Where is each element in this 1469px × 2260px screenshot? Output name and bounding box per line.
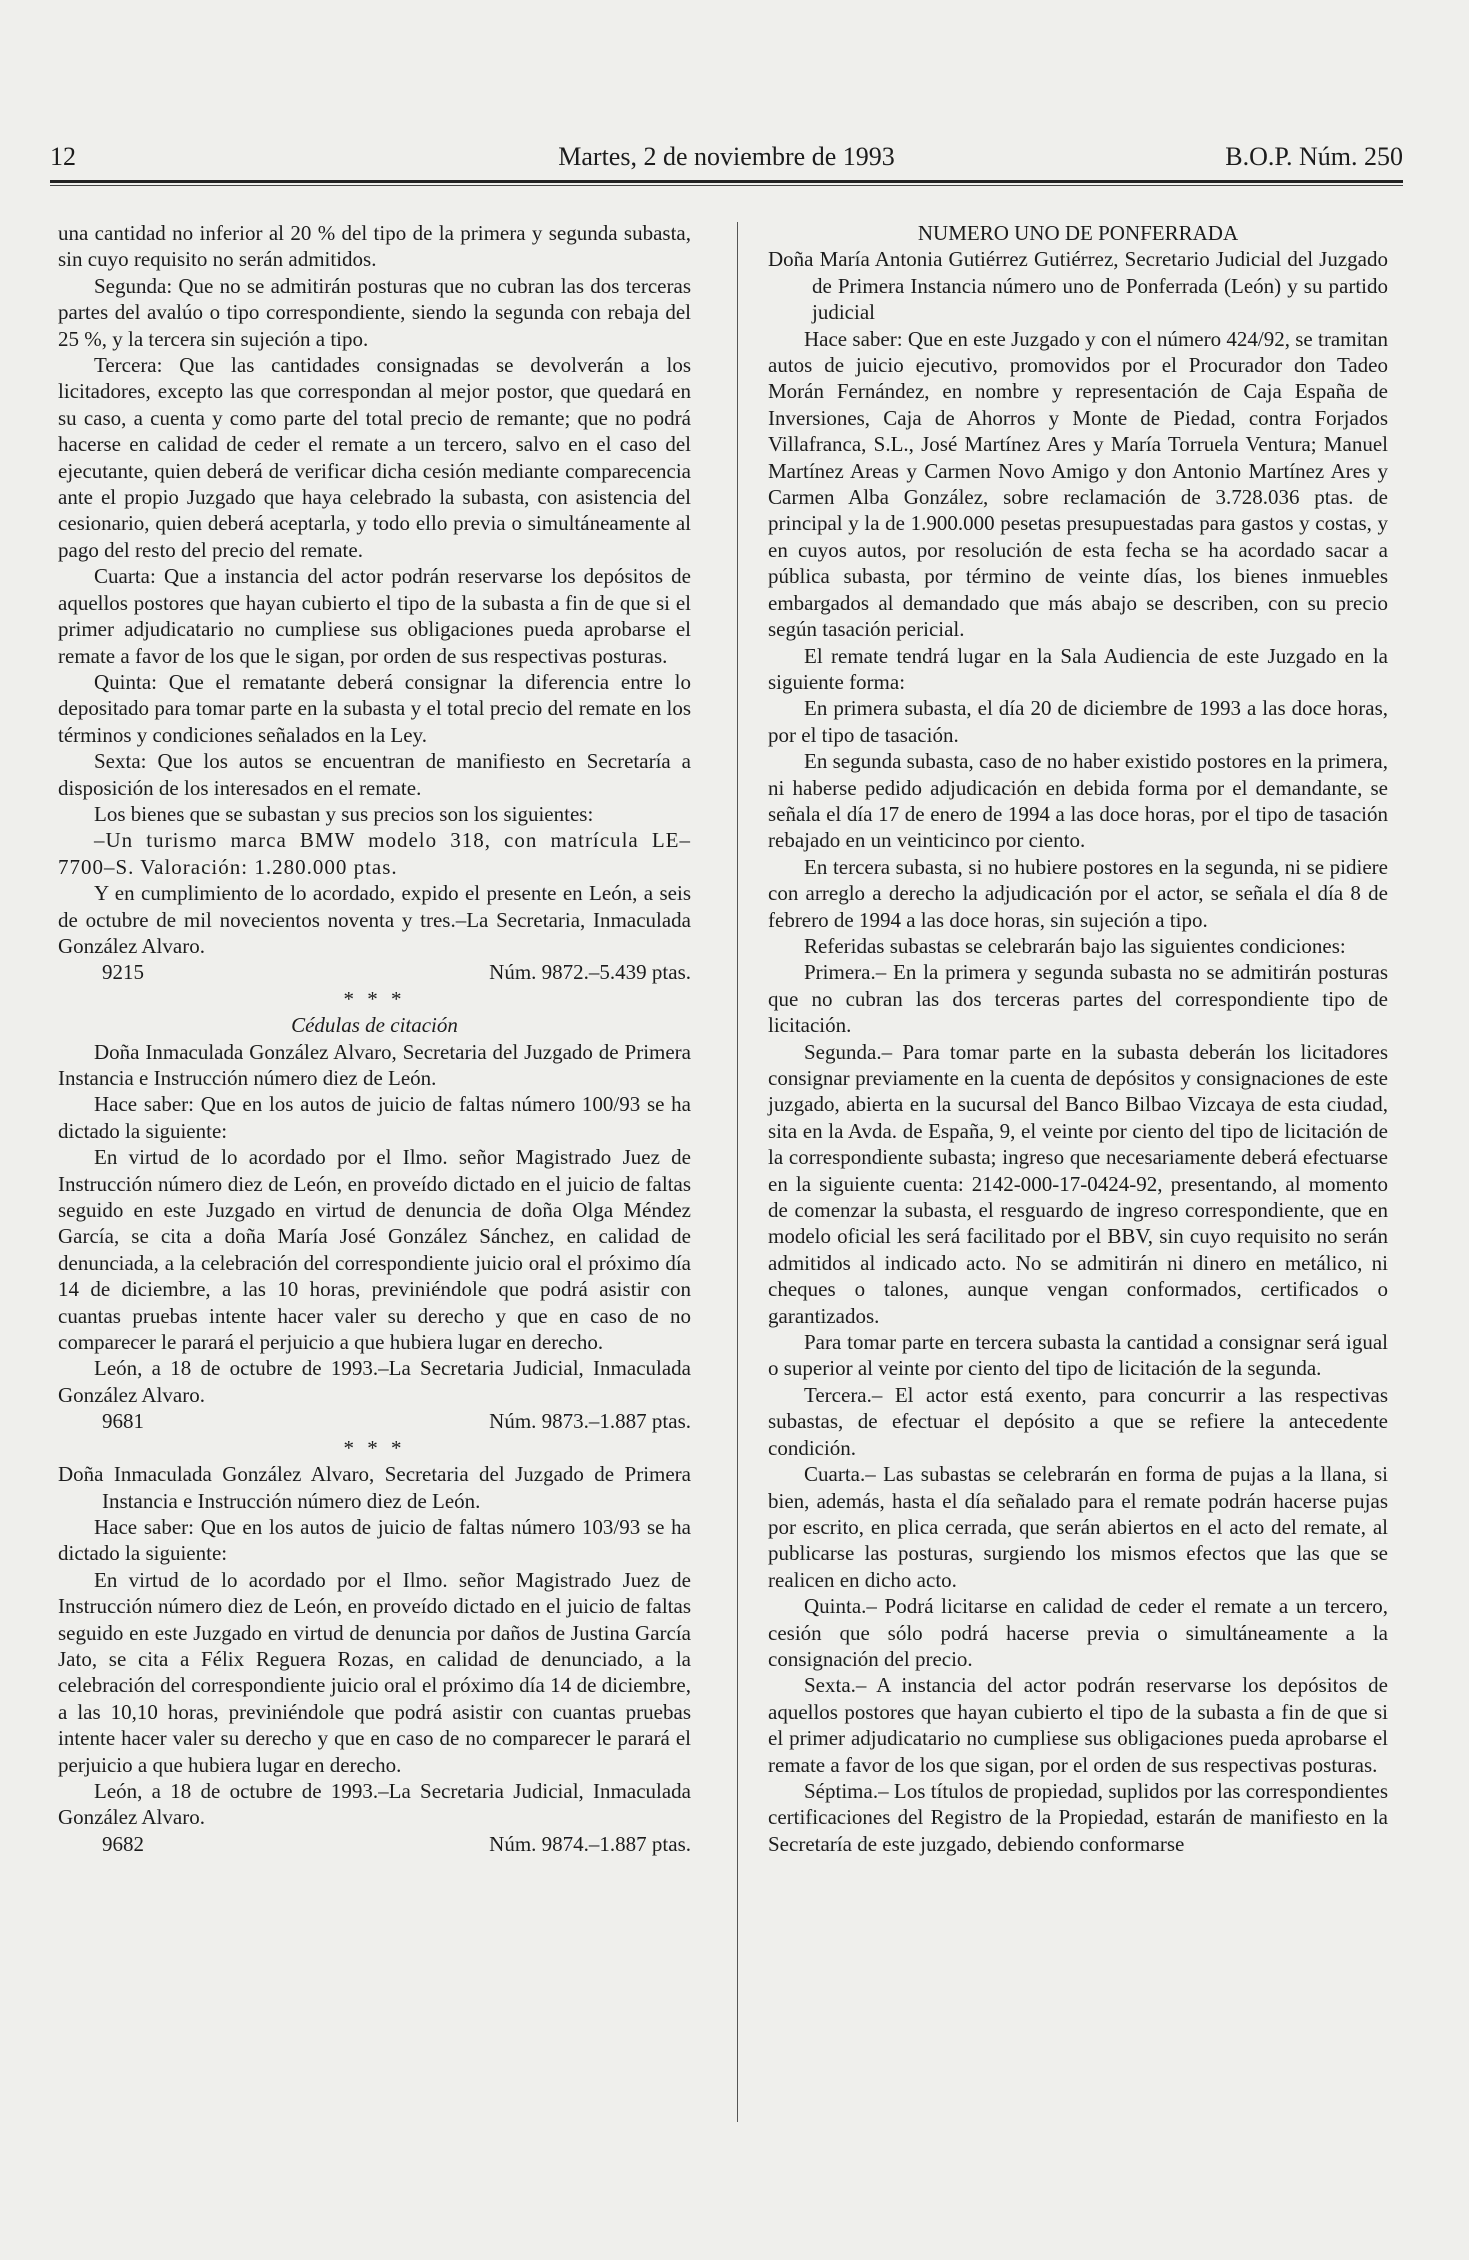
paragraph: Doña María Antonia Gutiérrez Gutiérrez, Secretario Judicial del Juzgado de Primera Instancia número uno de Ponferrada (León) y su partido judicial xyxy=(768,247,1388,325)
paragraph: León, a 18 de octubre de 1993.–La Secretaria Judicial, Inmaculada González Alvaro. xyxy=(58,1778,691,1830)
paragraph: León, a 18 de octubre de 1993.–La Secretaria Judicial, Inmaculada González Alvaro. xyxy=(58,1356,691,1407)
paragraph: Doña Inmaculada González Alvaro, Secretaria del Juzgado de Primera Instancia e Instrucción número diez de León. xyxy=(58,1039,691,1090)
paragraph: Quinta.– Podrá licitarse en calidad de ceder el remate a un tercero, cesión que sólo podrá hacerse previa o simultáneamente a la consignación del precio. xyxy=(768,1594,1388,1671)
notice-number-line xyxy=(58,1831,691,1857)
paragraph: En primera subasta, el día 20 de diciembre de 1993 a las doce horas, por el tipo de tasación. xyxy=(768,696,1388,747)
separator-stars: * * * xyxy=(343,986,406,1011)
header-date: Martes, 2 de noviembre de 1993 xyxy=(558,142,895,171)
paragraph: Los bienes que se subastan y sus precios son los siguientes: xyxy=(94,801,594,826)
paragraph: –Un turismo marca BMW modelo 318, con matrícula LE–7700–S. Valoración: 1.280.000 ptas. xyxy=(58,828,691,879)
paragraph: En segunda subasta, caso de no haber existido postores en la primera, ni haberse pedido adjudicación en debida forma por el demandante, se señala el día 17 de enero de 1994 a las doce horas, por el tipo de tasación rebajado en un veinticinco por ciento. xyxy=(768,749,1388,853)
notice-ref: 9681 xyxy=(102,1409,144,1434)
header-rule-thin xyxy=(50,185,1403,186)
paragraph: En virtud de lo acordado por el Ilmo. señor Magistrado Juez de Instrucción número diez de León, en proveído dictado en el juicio de faltas seguido en este Juzgado en virtud de denuncia por daños de Justina García Jato, se cita a Félix Reguera Rozas, en calidad de denunciado, a la celebración del correspondiente juicio oral el próximo día 14 de diciembre, a las 10,10 horas, previniéndole que podrá asistir con cuantas pruebas intente hacer valer su derecho y que en caso de no comparecer le parará el perjuicio a que hubiera lugar en derecho. xyxy=(58,1567,691,1777)
notice-number-line xyxy=(58,1408,691,1434)
left-column xyxy=(58,220,691,1857)
section-title: NUMERO UNO DE PONFERRADA xyxy=(917,221,1239,245)
paragraph: Y en cumplimiento de lo acordado, expido el presente en León, a seis de octubre de mil novecientos noventa y tres.–La Secretaria, Inmaculada González Alvaro. xyxy=(58,881,691,958)
separator-stars: * * * xyxy=(343,1435,406,1460)
paragraph: Tercera.– El actor está exento, para concurrir a las respectivas subastas, de efectuar el depósito a que se refiere la antecedente condición. xyxy=(768,1382,1388,1460)
page-header xyxy=(50,142,1403,182)
notice-ref: 9215 xyxy=(102,960,144,985)
paragraph: Segunda: Que no se admitirán posturas que no cubran las dos terceras partes del avalúo o tipo correspondiente, siendo la segunda con rebaja del 25 %, y la tercera sin sujeción a tipo. xyxy=(58,273,691,351)
notice-number: Núm. 9873.–1.887 ptas. xyxy=(489,1409,691,1434)
notice-number: Núm. 9872.–5.439 ptas. xyxy=(489,960,691,985)
paragraph: Segunda.– Para tomar parte en la subasta deberán los licitadores consignar previamente en la cuenta de depósitos y consignaciones de este juzgado, abierta en la sucursal del Banco Bilbao Vizcaya de esta ciudad, sita en la Avda. de España, 9, el veinte por ciento del tipo de licitación de la correspondiente subasta; ingreso que necesariamente deberá efectuarse en la siguiente cuenta: 2142-000-17-0424-92, presentando, al momento de comenzar la subasta, el resguardo de ingreso correspondiente, que en modelo oficial les será facilitado por el BBV, sin cuyo requisito no serán admitidos al indicado acto. No se admitirán ni dinero en metálico, ni cheques o talones, aunque vengan conformados, certificados o garantizados. xyxy=(768,1039,1388,1328)
paragraph: Hace saber: Que en este Juzgado y con el número 424/92, se tramitan autos de juicio ejecutivo, promovidos por el Procurador don Tadeo Morán Fernández, en nombre y representación de Caja España de Inversiones, Caja de Ahorros y Monte de Piedad, contra Forjados Villafranca, S.L., José Martínez Ares y María Torruela Ventura; Manuel Martínez Areas y Carmen Novo Amigo y don Antonio Martínez Ares y Carmen Alba González, sobre reclamación de 3.728.036 ptas. de principal y la de 1.900.000 pesetas presupuestadas para gastos y costas, y en cuyos autos, por resolución de esta fecha se ha acordado sacar a pública subasta, por término de veinte días, los bienes inmuebles embargados al demandado que más abajo se describen, con su precio según tasación pericial. xyxy=(768,326,1388,642)
right-column xyxy=(768,220,1388,1857)
paragraph: una cantidad no inferior al 20 % del tipo de la primera y segunda subasta, sin cuyo requisito no serán admitidos. xyxy=(58,221,691,272)
paragraph: Cuarta.– Las subastas se celebrarán en forma de pujas a la llana, si bien, además, hasta el día señalado para el remate podrán hacerse pujas por escrito, en plica cerrada, que serán abiertos en el acto del remate, al publicarse las posturas, surgiendo los mismos efectos que las que se realicen en dicho acto. xyxy=(768,1462,1388,1592)
paragraph: En virtud de lo acordado por el Ilmo. señor Magistrado Juez de Instrucción número diez de León, en proveído dictado en el juicio de faltas seguido en este Juzgado en virtud de denuncia de doña Olga Méndez García, se cita a doña María José González Sánchez, en calidad de denunciada, a la celebración del correspondiente juicio oral el próximo día 14 de diciembre, a las 10 horas, previniéndole que podrá asistir con cuantas pruebas intente hacer valer su derecho y que en caso de no comparecer le parará el perjuicio a que hubiera lugar en derecho. xyxy=(58,1145,691,1355)
paragraph: Quinta: Que el rematante deberá consignar la diferencia entre lo depositado para tomar parte en la subasta y el total precio del remate en los términos y condiciones señalados en la Ley. xyxy=(58,669,691,747)
paragraph: Sexta.– A instancia del actor podrán reservarse los depósitos de aquellos postores que hayan cubierto el tipo de la subasta a fin de que si el primer adjudicatario no cumpliese sus obligaciones pueda aprobarse el remate a favor de los que sigan, por el orden de sus respectivas posturas. xyxy=(768,1673,1388,1777)
bulletin-number: B.O.P. Núm. 250 xyxy=(1225,142,1403,171)
paragraph: El remate tendrá lugar en la Sala Audiencia de este Juzgado en la siguiente forma: xyxy=(768,643,1388,694)
notice-number: Núm. 9874.–1.887 ptas. xyxy=(489,1831,691,1856)
notice-number-line xyxy=(58,959,691,985)
paragraph: Séptima.– Los títulos de propiedad, suplidos por las correspondientes certificaciones del Registro de la Propiedad, estarán de manifiesto en la Secretaría de este juzgado, debiendo conformarse xyxy=(768,1778,1388,1856)
notice-ref: 9682 xyxy=(102,1831,144,1856)
paragraph: Cuarta: Que a instancia del actor podrán reservarse los depósitos de aquellos postores que hayan cubierto el tipo de la subasta a fin de que si el primer adjudicatario no cumpliese sus obligaciones pueda aprobarse el remate a favor de los que le sigan, por orden de sus respectivas posturas. xyxy=(58,564,691,668)
paragraph: En tercera subasta, si no hubiere postores en la segunda, ni se pidiere con arreglo a derecho la adjudicación por el actor, se señala el día 8 de febrero de 1994 a las doce horas, sin sujeción a tipo. xyxy=(768,854,1388,932)
paragraph: Sexta: Que los autos se encuentran de manifiesto en Secretaría a disposición de los interesados en el remate. xyxy=(58,749,691,800)
section-title: Cédulas de citación xyxy=(291,1013,458,1038)
page-number: 12 xyxy=(50,142,76,171)
paragraph: Tercera: Que las cantidades consignadas se devolverán a los licitadores, excepto las que correspondan al mejor postor, que quedará en su caso, a cuenta y como parte del total precio de remante; que no podrá hacerse en calidad de ceder el remate a un tercero, salvo en el caso del ejecutante, quien deberá de verificar dicha cesión mediante comparecencia ante el propio Juzgado que haya celebrado la subasta, con asistencia del cesionario, quien deberá aceptarla, y todo ello previa o simultáneamente al pago del resto del precio del remate. xyxy=(58,353,691,562)
paragraph: Doña Inmaculada González Alvaro, Secretaria del Juzgado de Primera Instancia e Instrucción número diez de León. xyxy=(58,1462,691,1513)
paragraph: Referidas subastas se celebrarán bajo las siguientes condiciones: xyxy=(804,933,1346,958)
paragraph: Primera.– En la primera y segunda subasta no se admitirán posturas que no cubran las dos terceras partes del correspondiente tipo de licitación. xyxy=(768,960,1388,1038)
paragraph: Hace saber: Que en los autos de juicio de faltas número 100/93 se ha dictado la siguiente: xyxy=(58,1092,691,1143)
paragraph: Para tomar parte en tercera subasta la cantidad a consignar será igual o superior al veinte por ciento del tipo de licitación de la segunda. xyxy=(768,1330,1388,1381)
column-divider xyxy=(737,222,738,2122)
paragraph: Hace saber: Que en los autos de juicio de faltas número 103/93 se ha dictado la siguiente: xyxy=(58,1514,691,1566)
header-rule xyxy=(50,180,1403,183)
